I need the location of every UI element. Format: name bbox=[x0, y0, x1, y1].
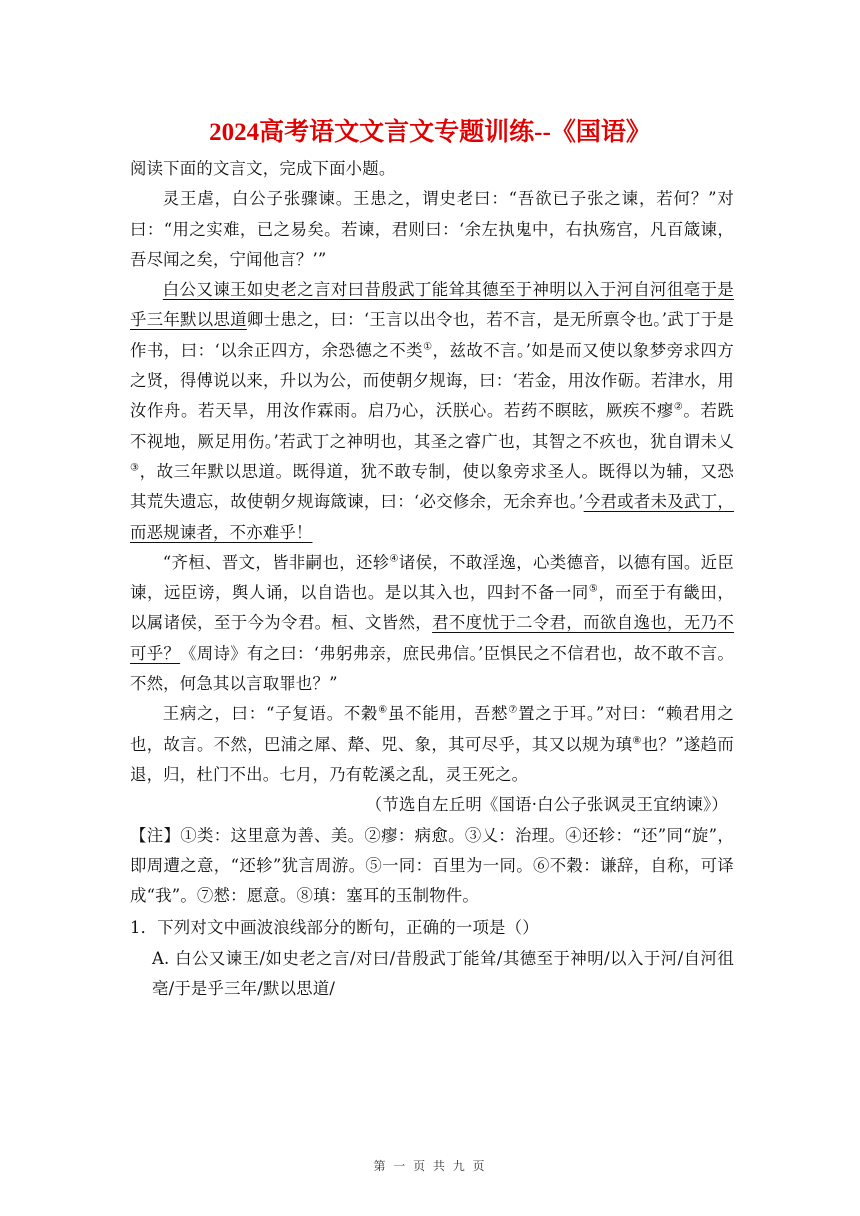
source-citation: （节选自左丘明《国语·白公子张讽灵王宜纳谏》） bbox=[365, 795, 728, 815]
paragraph-3: “齐桓、晋文，皆非嗣也，还轸④诸侯，不敢淫逸，心类德音，以德有国。近臣谏，远臣谤，舆人诵，以自诰也。是以其入也，四封不备一同⑤，而至于有畿田，以属诸侯，至于今为令君。桓、文皆然，君不度忧于二令君，而欲自逸也，无乃不可乎？《周诗》有之曰：‘弗躬弗亲，庶民弗信。’臣惧民之不信君也，故不敢不言。不然，何急其以言取罪也？” bbox=[130, 552, 734, 694]
question-1: 1．下列对文中画波浪线部分的断句，正确的一项是（） bbox=[130, 918, 539, 938]
instruction: 阅读下面的文言文，完成下面小题。 bbox=[130, 159, 396, 178]
paragraph-2: 白公又谏王如史老之言对曰昔殷武丁能耸其德至于神明以入于河自河徂亳于是乎三年默以思道卿士患之，曰：‘王言以出令也，若不言，是无所禀令也。’武丁于是作书，曰：‘以余正四方，余恐德之不类①，兹故不言。’如是而又使以象梦旁求四方之贤，得傅说以来，升以为公，而使朝夕规诲，曰：‘若金，用汝作砺。若津水，用汝作舟。若天旱，用汝作霖雨。启乃心，沃朕心。若药不瞑眩，厥疾不瘳②。若跣不视地，厥足用伤。’若武丁之神明也，其圣之睿广也，其智之不疚也，犹自谓未乂③，故三年默以思道。既得道，犹不敢专制，使以象旁求圣人。既得以为辅，又恐其荒失遗忘，故使朝夕规诲箴谏，曰：‘必交修余，无余弃也。’今君或者未及武丁，而恶规谏者，不亦难乎！ bbox=[130, 280, 735, 542]
document-title: 2024高考语文文言文专题训练--《国语》 bbox=[209, 119, 651, 146]
underlined-passage-1: 白公又谏王如史老之言对曰昔殷武丁能耸其德至于神明以入于河自河徂亳于是乎三年默以思道 bbox=[130, 280, 734, 330]
paragraph-1: 灵王虐，白公子张骤谏。王患之，谓史老曰：“吾欲已子张之谏，若何？”对曰：“用之实难，已之易矣。若谏，君则曰：‘余左执鬼中，右执殇宫，凡百箴谏，吾尽闻之矣，宁闻他言？’” bbox=[130, 189, 734, 269]
note-marker: ① bbox=[423, 341, 433, 353]
underlined-passage-2: 今君或者未及武丁，而恶规谏者，不亦难乎！ bbox=[130, 492, 734, 542]
note-marker: ⑥ bbox=[378, 704, 389, 716]
page-footer: 第 一 页 共 九 页 bbox=[373, 1159, 487, 1173]
annotations: 【注】①类：这里意为善、美。②瘳：病愈。③乂：治理。④还轸：“还”同“旋”，即周遭之意，“还轸”犹言周游。⑤一同：百里为一同。⑥不穀：谦辞，自称，可译成“我”。⑦憖：愿意。⑧瑱：塞耳的玉制物件。 bbox=[130, 825, 734, 906]
note-marker: ③ bbox=[130, 462, 140, 474]
note-marker: ④ bbox=[389, 553, 399, 565]
document-body bbox=[130, 154, 734, 1004]
note-marker: ⑧ bbox=[632, 735, 642, 747]
note-marker: ⑦ bbox=[508, 704, 519, 716]
note-marker: ⑤ bbox=[588, 583, 599, 595]
underlined-passage-3: 君不度忧于二令君，而欲自逸也，无乃不可乎？ bbox=[130, 613, 734, 663]
note-marker: ② bbox=[673, 401, 684, 413]
option-a: A. 白公又谏王/如史老之言/对曰/昔殷武丁能耸/其德至于神明/以入于河/自河徂亳/于是乎三年/默以思道/ bbox=[152, 948, 734, 999]
paragraph-4: 王病之，曰：“子复语。不穀⑥虽不能用，吾憖⑦置之于耳。”对曰：“赖君用之也，故言。不然，巴浦之犀、犛、兕、象，其可尽乎，其又以规为瑱⑧也？”遂趋而退，归，杜门不出。七月，乃有乾溪之乱，灵王死之。 bbox=[130, 704, 734, 784]
